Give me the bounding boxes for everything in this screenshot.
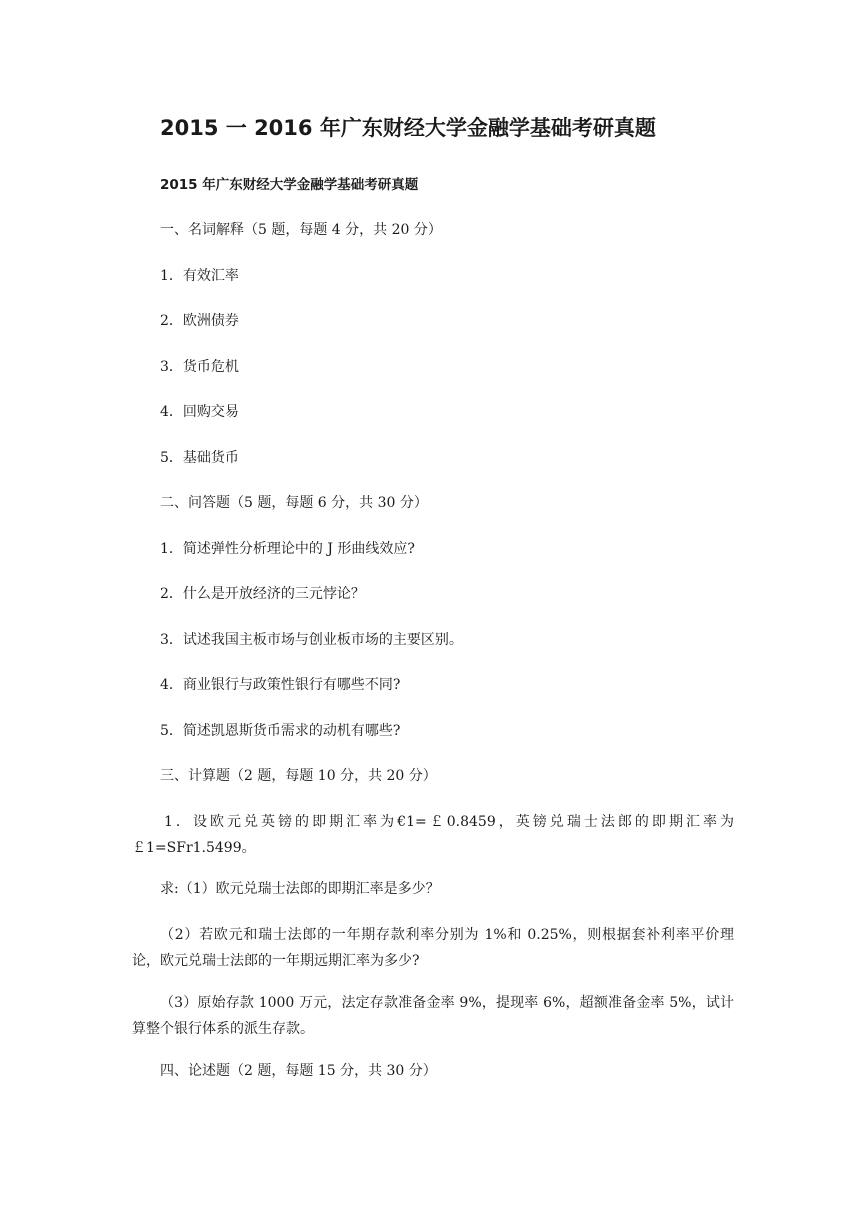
section-heading-definitions: 一、名词解释（5 题，每题 4 分，共 20 分）: [160, 222, 442, 238]
list-item: 1．简述弹性分析理论中的 J 形曲线效应?: [160, 541, 415, 557]
section-heading-calculation: 三、计算题（2 题，每题 10 分，共 20 分）: [160, 768, 437, 784]
page-title: 2015 一 2016 年广东财经大学金融学基础考研真题: [160, 116, 656, 140]
section-heading-questions: 二、问答题（5 题，每题 6 分，共 30 分）: [160, 495, 428, 511]
section-heading-essay: 四、论述题（2 题，每题 15 分，共 30 分）: [160, 1063, 437, 1079]
list-item: 2．欧洲债券: [160, 313, 239, 329]
list-item: 3．货币危机: [160, 359, 239, 375]
calculation-part-1: 求:（1）欧元兑瑞士法郎的即期汇率是多少？: [160, 881, 440, 897]
list-item: 4．商业银行与政策性银行有哪些不同?: [160, 677, 401, 693]
list-item: 4．回购交易: [160, 404, 239, 420]
calculation-part-2: （2）若欧元和瑞士法郎的一年期存款利率分别为 1%和 0.25%，则根据套补利率平价理论，欧元兑瑞士法郎的一年期远期汇率为多少?: [132, 927, 734, 969]
list-item: 5．基础货币: [160, 450, 239, 466]
calculation-question-1: 1．设欧元兑英镑的即期汇率为€1=￡0.8459，英镑兑瑞士法郎的即期汇率为￡1=SFr1.5499。: [132, 814, 734, 856]
list-item: 5．简述凯恩斯货币需求的动机有哪些?: [160, 723, 401, 739]
list-item: 2．什么是开放经济的三元悖论？: [160, 586, 365, 602]
list-item: 3．试述我国主板市场与创业板市场的主要区别。: [160, 632, 463, 648]
calculation-part-3: （3）原始存款 1000 万元，法定存款准备金率 9%，提现率 6%，超额准备金率 5%，试计算整个银行体系的派生存款。: [132, 995, 734, 1037]
document-subtitle: 2015 年广东财经大学金融学基础考研真题: [160, 177, 419, 193]
list-item: 1．有效汇率: [160, 268, 239, 284]
